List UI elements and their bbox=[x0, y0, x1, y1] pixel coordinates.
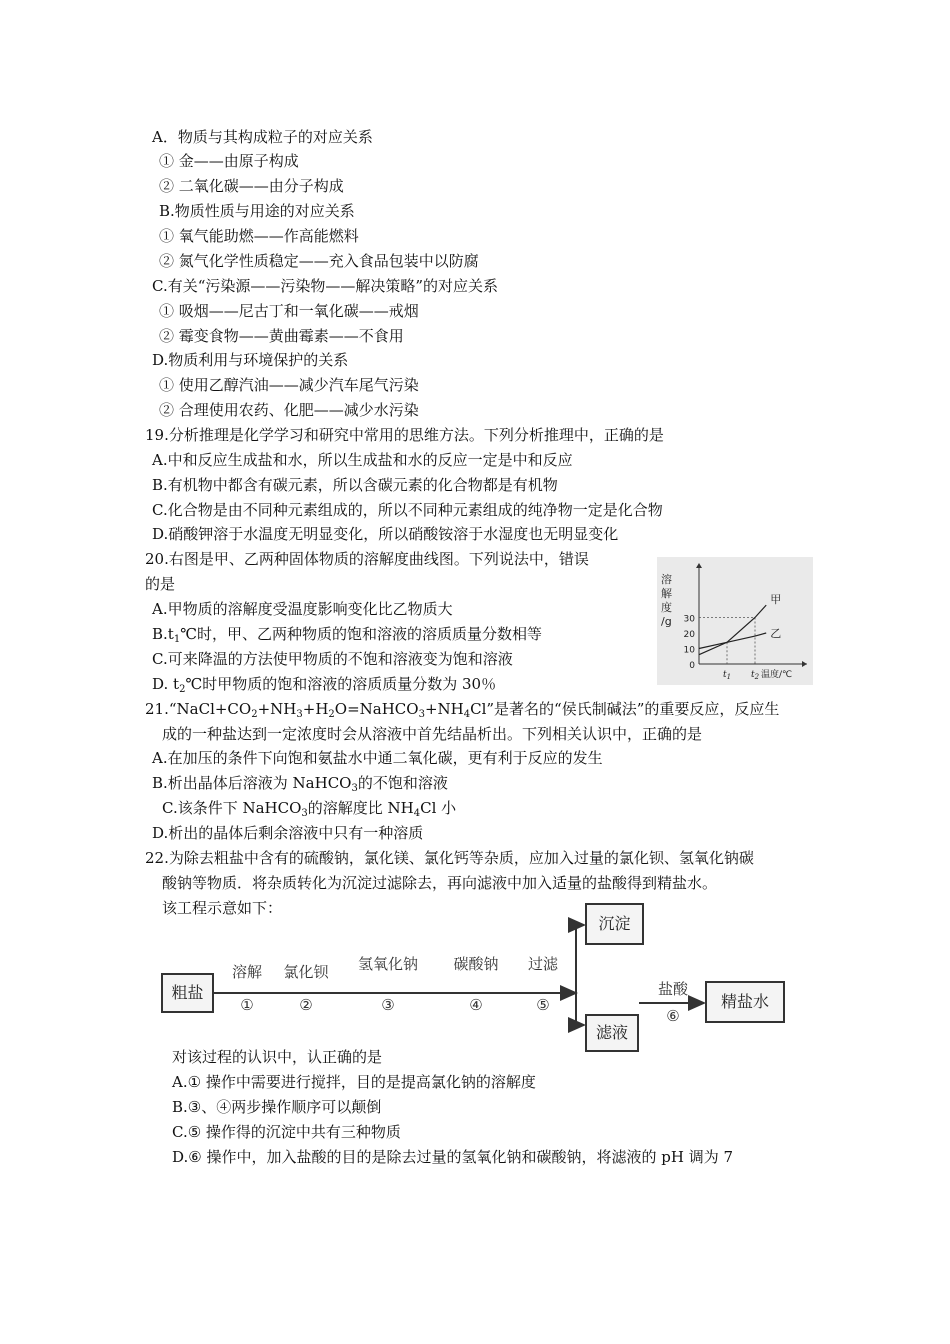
q22-stem-line3: 该工程示意如下： bbox=[162, 899, 283, 917]
x-axis-label: 温度/℃ bbox=[761, 670, 793, 680]
y-tick-label: 20 bbox=[683, 630, 695, 640]
q19-option-c: C.化合物是由不同种元素组成的，所以不同种元素组成的纯净物一定是化合物 bbox=[152, 501, 663, 519]
q22-option-a: A.① 操作中需要进行搅拌，目的是提高氯化钠的溶解度 bbox=[172, 1073, 536, 1091]
q21-s1f: 2 bbox=[328, 709, 335, 720]
y-axis-label-char: /g bbox=[661, 615, 672, 628]
q22-stem-line1: 22.为除去粗盐中含有的硫酸钠，氯化镁、氯化钙等杂质，应加入过量的氯化钡、氢氧化钠碳 bbox=[145, 849, 754, 867]
op-4-number: ④ bbox=[469, 996, 483, 1014]
x-tick-subscript: 1 bbox=[726, 673, 732, 681]
q21-b-sub: 3 bbox=[351, 783, 358, 794]
x-tick-subscript: 2 bbox=[754, 673, 760, 681]
q22-stem-line2: 酸钠等物质．将杂质转化为沉淀过滤除去，再向滤液中加入适量的盐酸得到精盐水。 bbox=[162, 874, 718, 892]
op-bacl2-label: 氯化钡 bbox=[283, 963, 329, 981]
op-filter-label: 过滤 bbox=[527, 955, 558, 973]
op-1-number: ① bbox=[240, 996, 254, 1014]
q21-s1g: O=NaHCO bbox=[334, 700, 419, 718]
filtrate-box: 滤液 bbox=[585, 1014, 639, 1052]
series-label-jia: 甲 bbox=[770, 593, 782, 607]
q21-c-sub2: 4 bbox=[413, 808, 421, 819]
q21-s1h: 3 bbox=[418, 709, 425, 720]
q21-c-pre: C.该条件下 NaHCO bbox=[162, 799, 302, 817]
op-2-number: ② bbox=[299, 996, 313, 1014]
x-tick-label: $t_1$ bbox=[722, 670, 732, 681]
q19-option-d: D.硝酸钾溶于水温度无明显变化，所以硝酸铵溶于水湿度也无明显变化 bbox=[152, 525, 619, 543]
q20-b-pre: B.t bbox=[152, 625, 174, 643]
option-d-item-2: ② 合理使用农药、化肥——减少水污染 bbox=[159, 401, 419, 419]
op-3-number: ③ bbox=[381, 996, 395, 1014]
q21-s1d: 3 bbox=[296, 709, 303, 720]
crude-salt-box: 粗盐 bbox=[161, 973, 214, 1013]
y-tick-label: 0 bbox=[689, 661, 695, 671]
q21-s1i: +NH bbox=[424, 700, 464, 718]
x-tick-label: $t_2$ bbox=[750, 670, 760, 681]
option-b-item-2: ② 氮气化学性质稳定——充入食品包装中以防腐 bbox=[159, 252, 479, 270]
op-6-number: ⑥ bbox=[666, 1007, 680, 1025]
q21-s1b: 2 bbox=[251, 709, 258, 720]
option-d-title: D.物质利用与环境保护的关系 bbox=[152, 351, 349, 369]
q22-option-c: C.⑤ 操作得的沉淀中共有三种物质 bbox=[172, 1123, 401, 1141]
y-axis-label-char: 度 bbox=[661, 601, 672, 614]
series-label-yi: 乙 bbox=[770, 627, 782, 640]
q20-b-sub: 1 bbox=[173, 634, 181, 645]
q21-c-mid: 的溶解度比 NH bbox=[307, 799, 414, 817]
brine-box: 精盐水 bbox=[705, 981, 785, 1023]
q21-c-sub: 3 bbox=[301, 808, 308, 819]
q21-s1c: +NH bbox=[257, 700, 297, 718]
option-c-title: C.有关“污染源——污染物——解决策略”的对应关系 bbox=[152, 277, 499, 295]
op-dissolve-label: 溶解 bbox=[231, 963, 262, 981]
q20-option-a: A.甲物质的溶解度受温度影响变化比乙物质大 bbox=[152, 600, 453, 618]
q20-option-c: C.可来降温的方法使甲物质的不饱和溶液变为饱和溶液 bbox=[152, 650, 513, 668]
q21-s1a: 21.“NaCl+CO bbox=[145, 700, 252, 718]
option-c-item-2: ② 霉变食物——黄曲霉素——不食用 bbox=[159, 327, 404, 345]
q19-option-a: A.中和反应生成盐和水，所以生成盐和水的反应一定是中和反应 bbox=[152, 451, 573, 469]
y-tick-label: 10 bbox=[683, 645, 695, 656]
q21-b-post: 的不饱和溶液 bbox=[357, 774, 448, 792]
precipitate-box: 沉淀 bbox=[585, 903, 644, 945]
op-hcl-label: 盐酸 bbox=[657, 980, 688, 998]
option-a-item-1: ① 金——由原子构成 bbox=[159, 152, 299, 170]
q22-lead: 对该过程的认识中，认正确的是 bbox=[172, 1048, 383, 1066]
option-a-item-2: ② 二氧化碳——由分子构成 bbox=[159, 177, 344, 195]
q21-option-d: D.析出的晶体后剩余溶液中只有一种溶质 bbox=[152, 824, 424, 842]
op-na2co3-label: 碳酸钠 bbox=[453, 955, 499, 973]
q21-stem-line2: 成的一种盐达到一定浓度时会从溶液中首先结晶析出。下列相关认识中，正确的是 bbox=[162, 725, 703, 743]
q20-d-post: ℃时甲物质的饱和溶液的溶质质量分数为 30％ bbox=[185, 675, 497, 693]
q21-s1k: Cl”是著名的“侯氏制碱法”的重要反应，反应生 bbox=[470, 700, 780, 718]
q22-option-d: D.⑥ 操作中，加入盐酸的目的是除去过量的氢氧化钠和碳酸钠，将滤液的 pH 调为 7 bbox=[172, 1148, 734, 1166]
q20-d-pre: D. t bbox=[152, 675, 180, 693]
q22-option-b: B.③、④两步操作顺序可以颠倒 bbox=[172, 1098, 382, 1116]
option-d-item-1: ① 使用乙醇汽油——减少汽车尾气污染 bbox=[159, 376, 419, 394]
option-a-title: A．物质与其构成粒子的对应关系 bbox=[152, 128, 373, 146]
q21-s1j: 4 bbox=[463, 709, 471, 720]
q21-s1e: +H bbox=[302, 700, 329, 718]
y-axis-label-char: 解 bbox=[661, 587, 672, 600]
q21-option-a: A.在加压的条件下向饱和氨盐水中通二氧化碳，更有利于反应的发生 bbox=[152, 749, 603, 767]
q20-stem-line2: 的是 bbox=[145, 575, 176, 593]
q21-c-post: Cl 小 bbox=[420, 799, 457, 817]
q20-stem-line1: 20.右图是甲、乙两种固体物质的溶解度曲线图。下列说法中，错误 bbox=[145, 550, 589, 568]
op-naoh-label: 氢氧化钠 bbox=[357, 955, 418, 973]
q20-b-post: ℃时，甲、乙两种物质的饱和溶液的溶质质量分数相等 bbox=[180, 625, 542, 643]
option-c-item-1: ① 吸烟——尼古丁和一氧化碳——戒烟 bbox=[159, 302, 419, 320]
q21-b-pre: B.析出晶体后溶液为 NaHCO bbox=[152, 774, 352, 792]
y-axis-label-char: 溶 bbox=[661, 573, 672, 586]
q19-option-b: B.有机物中都含有碳元素，所以含碳元素的化合物都是有机物 bbox=[152, 476, 558, 494]
option-b-title: B.物质性质与用途的对应关系 bbox=[159, 202, 355, 220]
q19-stem: 19.分析推理是化学学习和研究中常用的思维方法。下列分析推理中，正确的是 bbox=[145, 426, 664, 444]
y-tick-label: 30 bbox=[683, 614, 695, 625]
op-5-number: ⑤ bbox=[536, 996, 550, 1014]
q20-d-sub: 2 bbox=[179, 684, 186, 695]
option-b-item-1: ① 氧气能助燃——作高能燃料 bbox=[159, 227, 359, 245]
